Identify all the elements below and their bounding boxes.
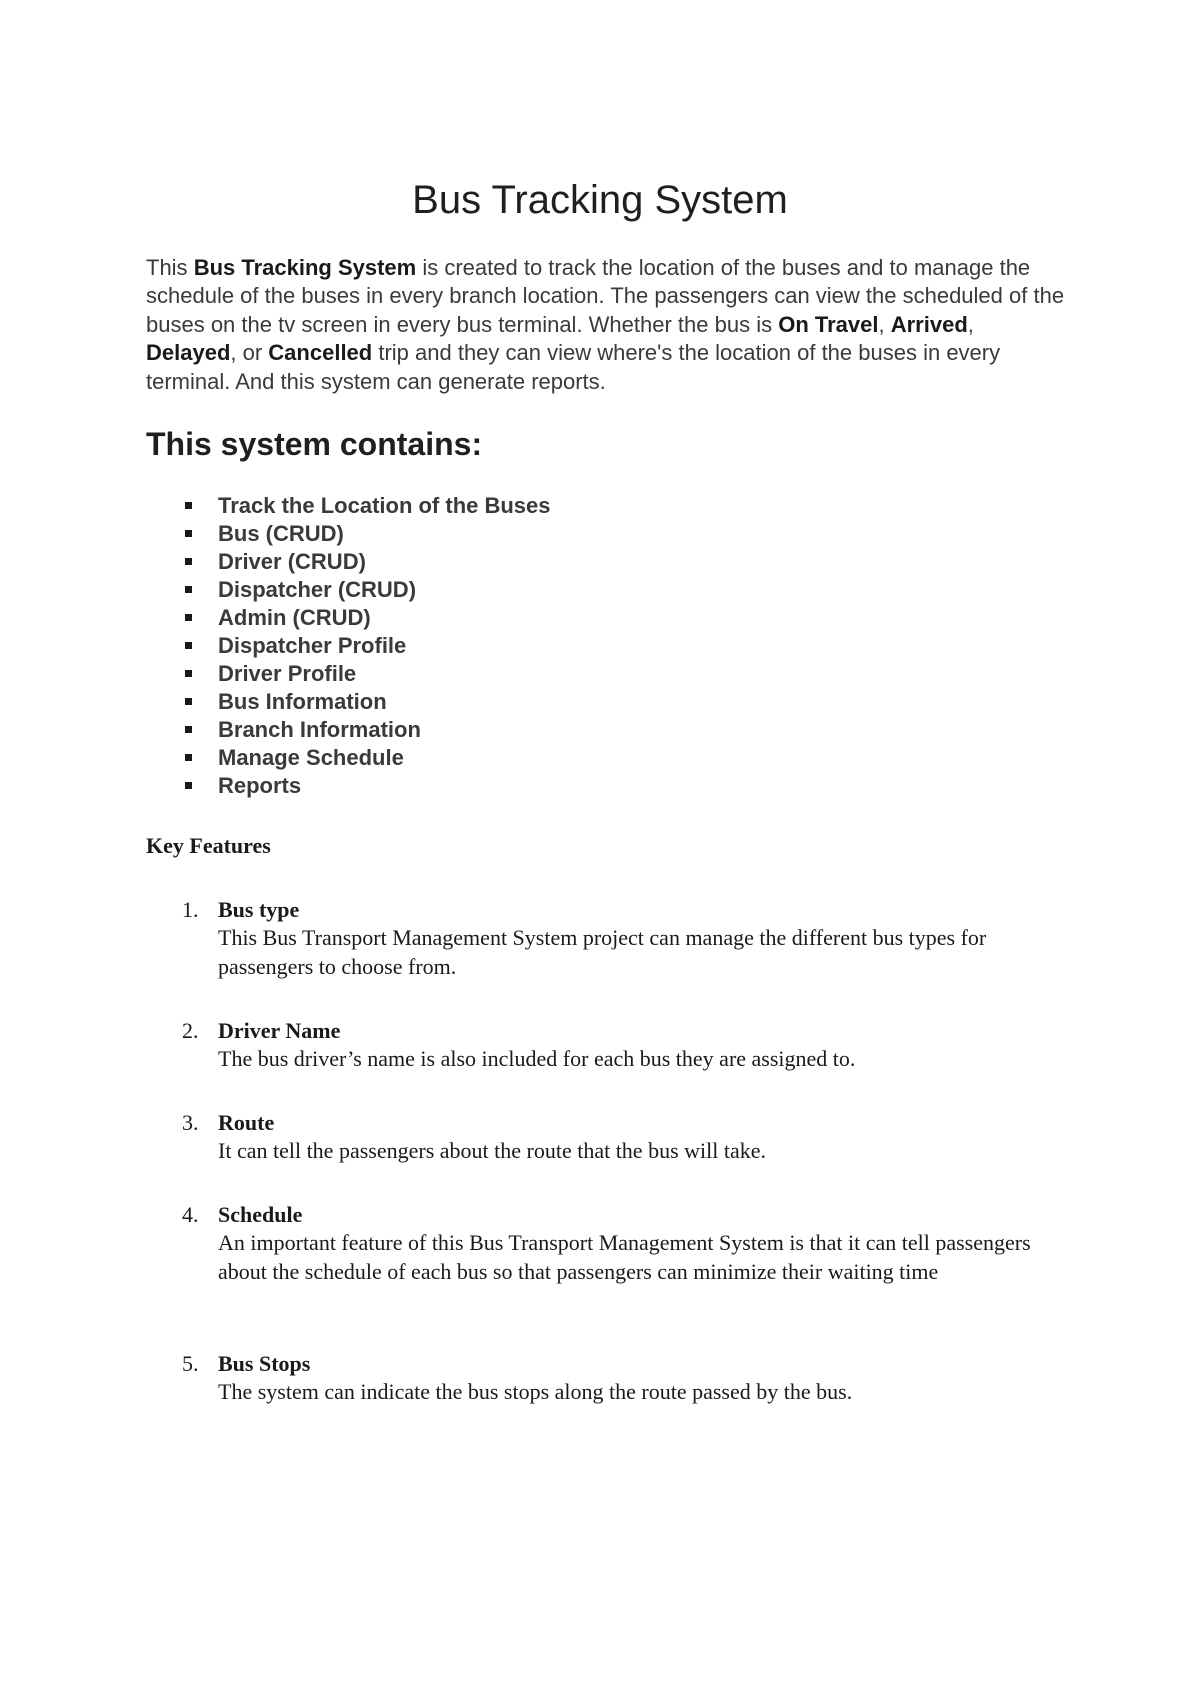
square-bullet-icon xyxy=(185,698,192,705)
module-label: Bus Information xyxy=(218,689,387,714)
feature-description: An important feature of this Bus Transport Management System is that it can tell passengers about the schedule of each bus so that passengers can minimize their waiting time xyxy=(218,1230,1031,1284)
feature-item-schedule xyxy=(146,1201,1066,1286)
feature-name: Bus type xyxy=(218,897,300,922)
module-item xyxy=(146,688,551,716)
feature-description: The system can indicate the bus stops along the route passed by the bus. xyxy=(218,1379,853,1405)
intro-text: , or xyxy=(230,340,269,366)
square-bullet-icon xyxy=(185,614,192,621)
square-bullet-icon xyxy=(185,530,192,537)
module-label: Branch Information xyxy=(218,717,421,742)
module-label: Dispatcher Profile xyxy=(218,633,407,658)
module-item xyxy=(146,772,551,800)
intro-bold-system-name: Bus Tracking System xyxy=(193,255,417,280)
feature-name: Route xyxy=(218,1110,275,1135)
status-delayed: Delayed xyxy=(146,340,231,366)
module-item xyxy=(146,492,551,520)
module-item xyxy=(146,520,551,548)
module-item xyxy=(146,576,551,604)
document-title: Bus Tracking System xyxy=(412,178,788,222)
square-bullet-icon xyxy=(185,502,192,509)
intro-text: trip and they can view where's the location of the buses in every terminal. And this system can generate reports. xyxy=(146,340,1001,394)
module-label: Manage Schedule xyxy=(218,745,404,770)
feature-number: 3. xyxy=(182,1110,199,1135)
key-features-heading: Key Features xyxy=(146,833,271,858)
module-label: Reports xyxy=(218,773,302,798)
feature-item-bus-stops xyxy=(146,1350,1066,1407)
status-arrived: Arrived xyxy=(890,311,968,337)
module-item xyxy=(146,716,551,744)
module-label: Bus (CRUD) xyxy=(218,521,344,546)
feature-description: The bus driver’s name is also included for each bus they are assigned to. xyxy=(218,1046,856,1072)
module-item xyxy=(146,548,551,576)
contains-heading: This system contains: xyxy=(146,426,483,462)
square-bullet-icon xyxy=(185,754,192,761)
module-label: Admin (CRUD) xyxy=(218,605,371,630)
feature-number: 2. xyxy=(182,1018,199,1043)
module-list xyxy=(146,492,551,800)
square-bullet-icon xyxy=(185,586,192,593)
intro-text: , xyxy=(878,311,891,337)
module-label: Driver (CRUD) xyxy=(218,549,366,574)
feature-description: It can tell the passengers about the route that the bus will take. xyxy=(218,1138,767,1164)
feature-name: Schedule xyxy=(218,1202,303,1227)
feature-item-bus-type xyxy=(146,896,1066,981)
status-cancelled: Cancelled xyxy=(268,340,373,366)
module-item xyxy=(146,660,551,688)
intro-text: is created to track the location of the buses and to manage the schedule of the buses in every branch location. The passengers can view the scheduled of the buses on the tv screen in every bus terminal. Whether the bus is xyxy=(146,255,1065,337)
module-label: Dispatcher (CRUD) xyxy=(218,577,417,602)
intro-text: , xyxy=(967,311,974,337)
square-bullet-icon xyxy=(185,782,192,789)
square-bullet-icon xyxy=(185,726,192,733)
feature-number: 1. xyxy=(182,897,199,922)
intro-text: This xyxy=(146,255,194,280)
square-bullet-icon xyxy=(185,670,192,677)
module-item xyxy=(146,744,551,772)
intro-paragraph xyxy=(146,254,1066,396)
module-label: Driver Profile xyxy=(218,661,357,686)
feature-number: 4. xyxy=(182,1202,199,1227)
module-label: Track the Location of the Buses xyxy=(218,493,551,518)
feature-description: This Bus Transport Management System project can manage the different bus types for passengers to choose from. xyxy=(218,925,987,979)
feature-name: Bus Stops xyxy=(218,1351,311,1376)
status-on-travel: On Travel xyxy=(778,311,879,337)
square-bullet-icon xyxy=(185,642,192,649)
module-item xyxy=(146,604,551,632)
feature-item-route xyxy=(146,1109,1066,1166)
module-item xyxy=(146,632,551,660)
square-bullet-icon xyxy=(185,558,192,565)
feature-item-driver-name xyxy=(146,1017,1066,1074)
feature-name: Driver Name xyxy=(218,1018,341,1043)
feature-number: 5. xyxy=(182,1351,199,1376)
